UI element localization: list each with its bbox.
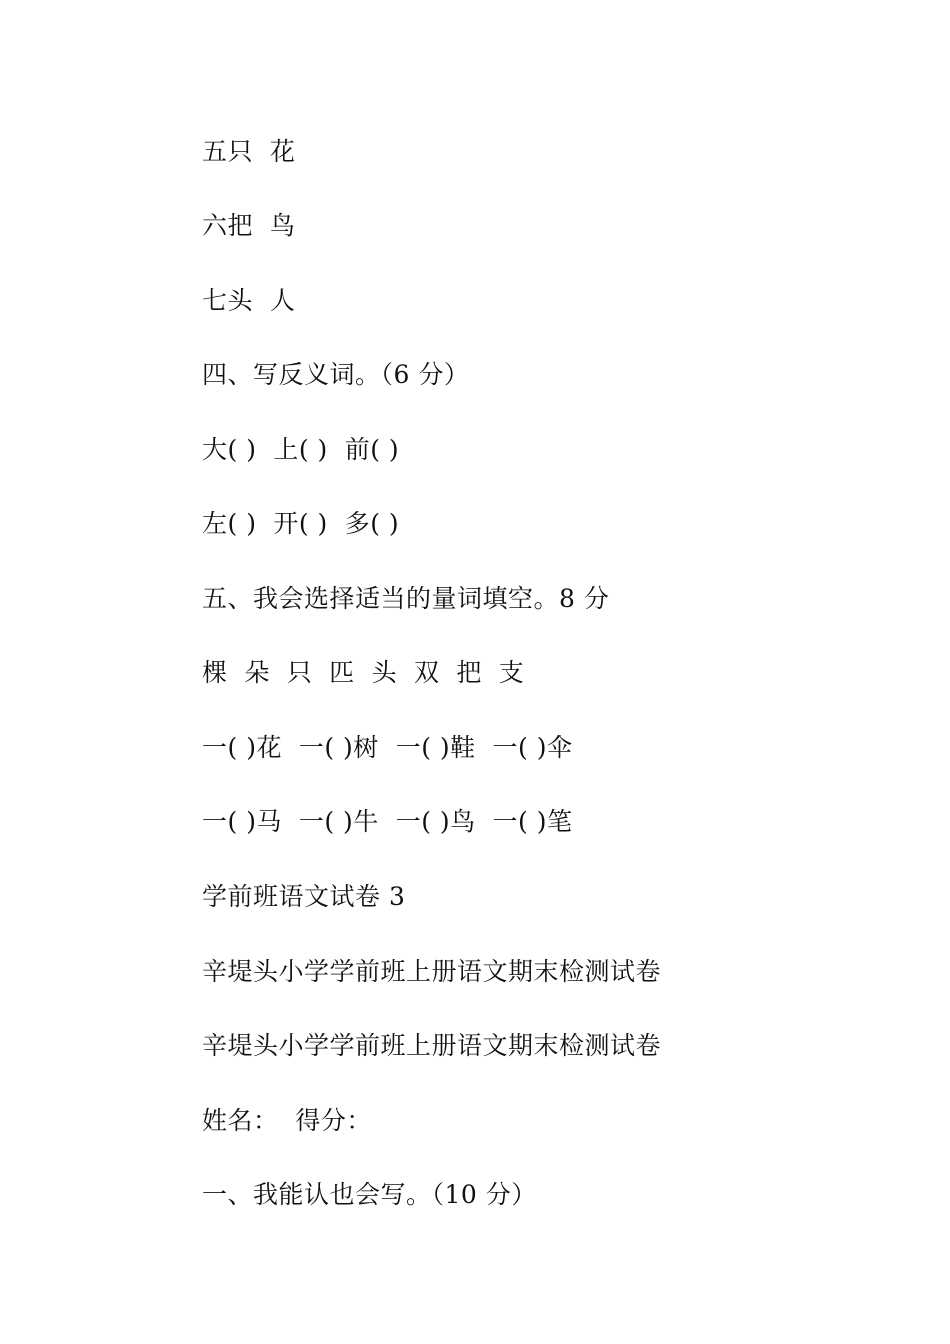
section-heading-measure-words: 五、我会选择适当的量词填空。8 分: [202, 584, 610, 613]
section-heading-antonyms: 四、写反义词。（6 分）: [202, 360, 470, 389]
school-exam-title-1: 辛堤头小学学前班上册语文期末检测试卷: [202, 957, 662, 986]
antonym-row-2: 左( ) 开( ) 多( ): [202, 509, 400, 538]
fill-blank-row-1: 一( )花 一( )树 一( )鞋 一( )伞: [202, 733, 573, 762]
fill-blank-row-2: 一( )马 一( )牛 一( )鸟 一( )笔: [202, 807, 573, 836]
name-score-line: 姓名： 得分：: [202, 1106, 372, 1135]
section-heading-read-write: 一、我能认也会写。（10 分）: [202, 1180, 537, 1209]
antonym-row-1: 大( ) 上( ) 前( ): [202, 435, 400, 464]
text-line-measure-seven-person: 七头 人: [202, 286, 296, 315]
school-exam-title-2: 辛堤头小学学前班上册语文期末检测试卷: [202, 1031, 662, 1060]
measure-word-options: 棵 朵 只 匹 头 双 把 支: [202, 658, 525, 687]
exam-title-3: 学前班语文试卷 3: [202, 882, 406, 911]
text-line-measure-five-flower: 五只 花: [202, 137, 296, 166]
text-line-measure-six-bird: 六把 鸟: [202, 211, 296, 240]
